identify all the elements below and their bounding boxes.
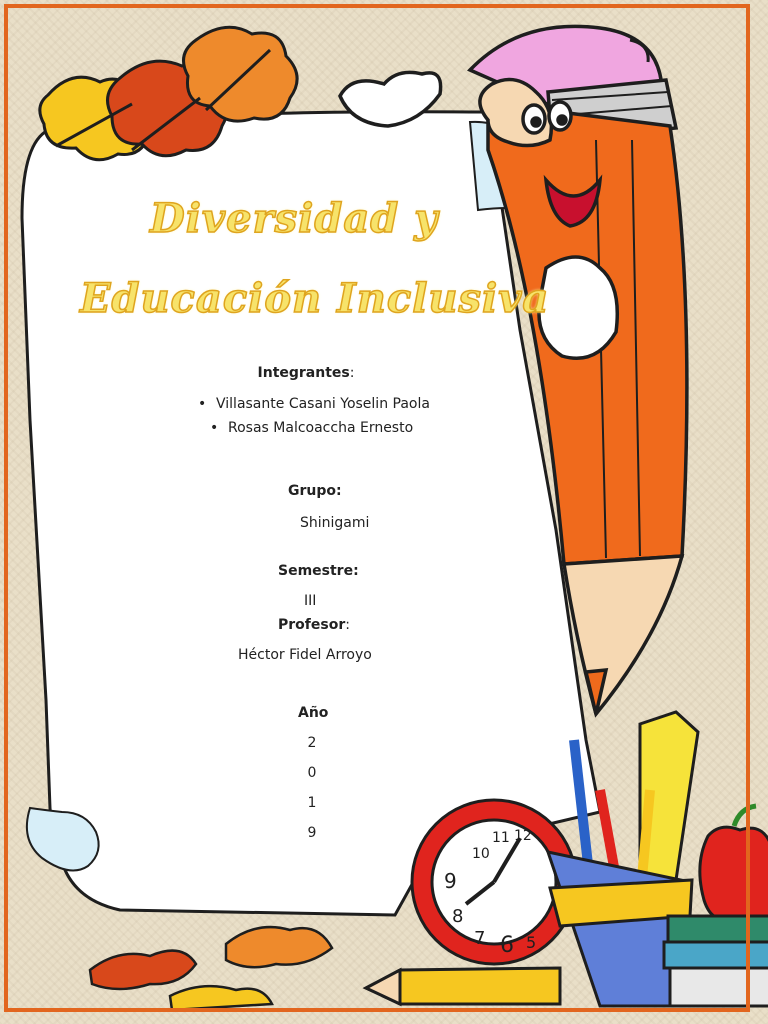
group-label: Grupo: bbox=[288, 483, 342, 499]
members-heading bbox=[142, 365, 470, 381]
cover-details bbox=[150, 365, 470, 855]
clock-number: 12 bbox=[514, 828, 532, 844]
year-digit: 2 bbox=[307, 735, 317, 751]
clock-number: 10 bbox=[472, 846, 490, 862]
professor-heading bbox=[150, 617, 470, 633]
professor-value: Héctor Fidel Arroyo bbox=[238, 647, 372, 663]
members-colon: : bbox=[349, 365, 355, 381]
clock-number: 11 bbox=[492, 830, 510, 846]
members-label: Integrantes bbox=[257, 365, 350, 381]
professor-label: Profesor bbox=[278, 617, 346, 633]
year-digit: 0 bbox=[307, 765, 317, 781]
professor-colon: : bbox=[345, 617, 350, 633]
list-item: • Villasante Casani Yoselin Paola bbox=[198, 395, 470, 413]
clock-number: 5 bbox=[526, 933, 537, 952]
clock-number: 8 bbox=[452, 906, 464, 927]
clock-number: 7 bbox=[474, 928, 486, 949]
title-line-2: Educación Inclusiva bbox=[80, 275, 550, 322]
clock-number: 6 bbox=[500, 933, 514, 958]
semester-label: Semestre: bbox=[278, 563, 359, 579]
list-item: • Rosas Malcoaccha Ernesto bbox=[210, 419, 470, 437]
autumn-leaves-bottom bbox=[90, 927, 332, 1010]
title-line-1: Diversidad y bbox=[150, 195, 439, 242]
apple bbox=[700, 806, 768, 922]
group-value: Shinigami bbox=[300, 515, 370, 531]
year-digit: 1 bbox=[307, 795, 317, 811]
semester-value: III bbox=[304, 593, 317, 609]
clock-number: 9 bbox=[444, 869, 457, 893]
year-label: Año bbox=[298, 705, 329, 721]
lying-pencil bbox=[366, 968, 560, 1004]
members-list bbox=[198, 395, 470, 437]
year-digit: 9 bbox=[307, 825, 317, 841]
year-digits bbox=[297, 735, 327, 841]
book-stack bbox=[664, 916, 768, 1006]
